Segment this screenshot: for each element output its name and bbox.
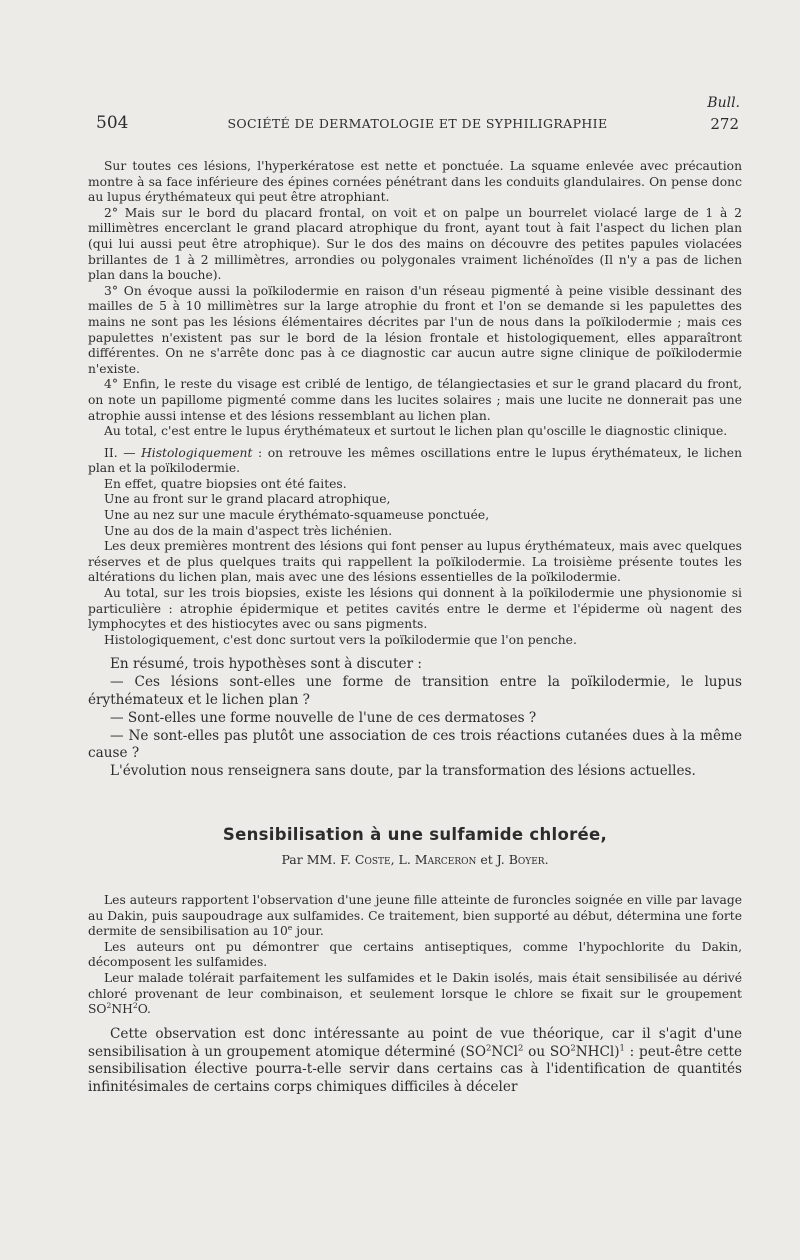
summary-item: — Ne sont-elles pas plutôt une association de ces trois réactions cutanées dues à la même cause ? — [88, 727, 742, 762]
histology-text: : on retrouve les mêmes oscillations entre le lupus érythémateux, le lichen plan et la poïkilodermie. — [88, 445, 742, 476]
abstract-section — [88, 893, 742, 1018]
paragraph: Cette observation est donc intéressante au point de vue théorique, car il s'agit d'une sensibilisation à un groupement atomique déterminé ($SO^2NCl^2$ ou $SO^2NHCl)^1$ : peut-être cette sensibilisation élective pourra-t-elle servir dans certains cas à l'identification de quantités infinitésimales de certains corps chimiques difficiles à déceler — [88, 1025, 743, 1096]
paragraph: Au total, c'est entre le lupus érythémateux et surtout le lichen plan qu'oscille le diagnostic clinique. — [104, 424, 728, 439]
histology-number: II. — — [104, 445, 142, 460]
paragraph: Les auteurs rapportent l'observation d'une jeune fille atteinte de furoncles soignée en ville par lavage au Dakin, puis saupoudrage aux sulfamides. Ce traitement, bien supporté au début, détermina une forte dermite de sensibilisation au 10e jour. — [88, 892, 742, 939]
paragraph: Les deux premières montrent des lésions qui font penser au lupus érythémateux, mais avec quelques réserves et de plus quelques traits qui rappellent la poïkilodermie. La troisième présente toutes les altérations du lichen plan, mais avec une des lésions essentielles de la poïkilodermie. — [88, 539, 742, 585]
paragraph: 4° Enfin, le reste du visage est criblé de lentigo, de télangiectasies et sur le grand placard du front, on note un papillome pigmenté comme dans les lucites solaires ; mais une lucite ne donnerait pas une atrophie aussi intense et des lésions ressemblant au lichen plan. — [88, 377, 742, 423]
running-title: SOCIÉTÉ DE DERMATOLOGIE ET DE SYPHILIGRAPHIE — [227, 116, 608, 131]
histology-paragraph — [88, 446, 742, 477]
list-item: Une au front sur le grand placard atrophique, — [104, 492, 391, 507]
paragraph: Les auteurs ont pu démontrer que certains antiseptiques, comme l'hypochlorite du Dakin, décomposent les sulfamides. — [88, 939, 742, 970]
list-item: Une au nez sur une macule érythémato-squameuse ponctuée, — [104, 508, 490, 523]
paragraph: Au total, sur les trois biopsies, existe les lésions qui donnent à la poïkilodermie une physionomie si particulière : atrophie épidermique et petites cavités entre le derme et l'épiderme où nagent des lymphocytes et des histiocytes avec ou sans pigments. — [88, 586, 742, 632]
paragraph: En effet, quatre biopsies ont été faites. — [104, 476, 347, 491]
summary-item: — Ces lésions sont-elles une forme de transition entre la poïkilodermie, le lupus érythémateux et le lichen plan ? — [88, 674, 742, 708]
paragraph: Histologiquement, c'est donc surtout vers la poïkilodermie que l'on penche. — [104, 632, 577, 647]
page-number-left: 504 — [96, 113, 129, 133]
author-name: Marceron — [414, 851, 477, 867]
journal-abbrev: Bull. — [707, 95, 740, 111]
histology-label: Histologiquement — [141, 445, 253, 460]
page-body — [88, 159, 742, 1097]
paragraph: 2° Mais sur le bord du placard frontal, on voit et on palpe un bourrelet violacé large de 1 à 2 millimètres encerclant le grand placard atrophique du front, ayant tout à fait l'aspect du lichen plan (qui lui aussi peut être atrophique). Sur le dos des mains on découvre des petites papules violacées brillantes de 1 à 2 millimètres, arrondies ou polygonales vraiment lichénoïdes (Il n'y a pas de lichen plan dans la bouche). — [88, 205, 742, 283]
summary-item: — Sont-elles une forme nouvelle de l'une de ces dermatoses ? — [110, 709, 537, 726]
page-number-right: 272 — [710, 115, 739, 133]
author-name: Coste — [354, 851, 391, 867]
summary-section — [88, 656, 742, 781]
list-item: Une au dos de la main d'aspect très lichénien. — [104, 523, 393, 538]
author-name: Boyer — [508, 851, 545, 867]
page-header — [96, 113, 739, 135]
paragraph: Sur toutes ces lésions, l'hyperkératose est nette et ponctuée. La squame enlevée avec précaution montre à sa face inférieure des épines cornées pénétrant dans les conduits glandulaires. On pense donc au lupus érythémateux qui peut être atrophiant. — [88, 159, 742, 205]
case-section — [88, 159, 742, 648]
footnote-marker: 1 — [619, 1042, 625, 1052]
conclusion-section — [88, 1026, 742, 1097]
article-authors: Par MM. F. Coste, L. Marceron et J. Boyer. — [281, 851, 549, 867]
paragraph: Leur malade tolérait parfaitement les sulfamides et le Dakin isolés, mais était sensibilisée au dérivé chloré provenant de leur combinaison, et seulement lorsque le chlore se fixait sur le groupement $SO^2NH^2O$. — [88, 970, 742, 1017]
article-title: Sensibilisation à une sulfamide chlorée, — [222, 824, 608, 844]
paragraph: 3° On évoque aussi la poïkilodermie en raison d'un réseau pigmenté à peine visible dessinant des mailles de 5 à 10 millimètres sur la large atrophie du front et l'on se demande si les papulettes des mains ne sont pas les lésions élémentaires décrites par l'un de nous dans la poïkilodermie ; mais ces papulettes n'existent pas sur le bord de la lésion frontale et histologiquement, elles apparaîtront différentes. On ne s'arrête donc pas à ce diagnostic car aucun autre signe clinique de poïkilodermie n'existe. — [88, 283, 742, 376]
summary-conclusion: L'évolution nous renseignera sans doute, par la transformation des lésions actuelles. — [110, 763, 696, 780]
summary-intro: En résumé, trois hypothèses sont à discuter : — [110, 656, 422, 673]
